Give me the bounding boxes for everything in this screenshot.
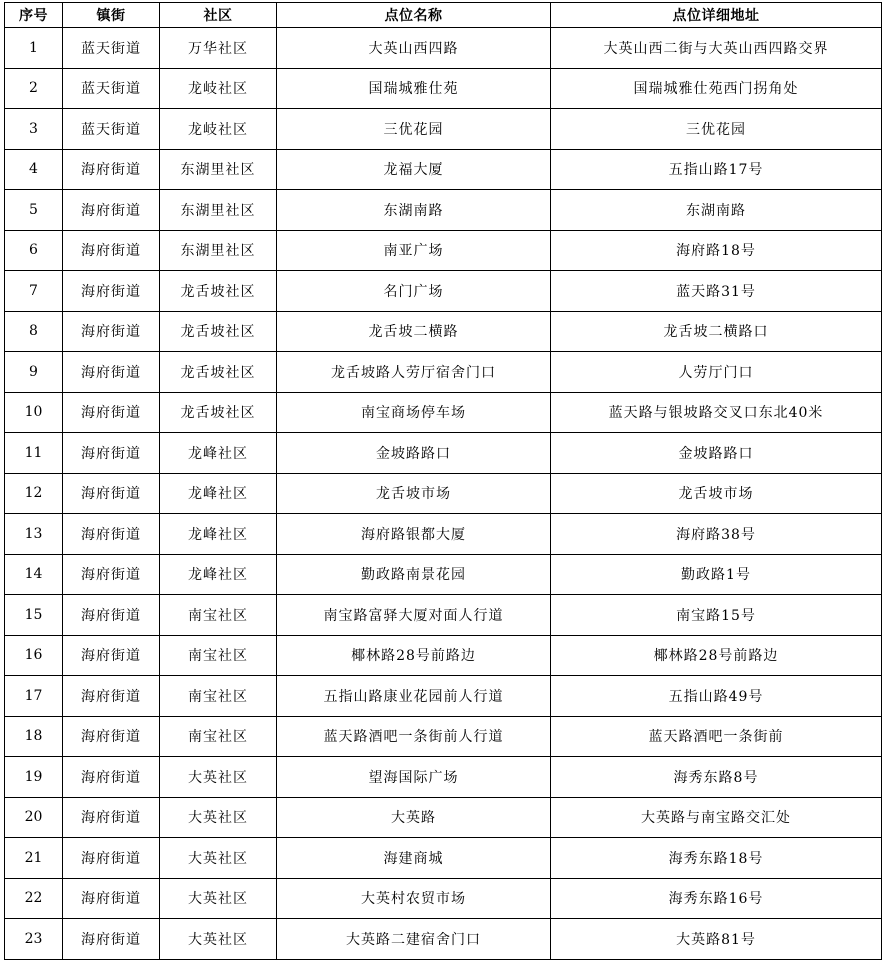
cell-location-name: 南宝商场停车场 (277, 392, 551, 433)
table-row (5, 68, 882, 109)
cell-index: 6 (5, 230, 63, 271)
cell-street: 海府街道 (63, 838, 160, 879)
cell-location-name: 南宝路富驿大厦对面人行道 (277, 595, 551, 636)
cell-location-name: 椰林路28号前路边 (277, 635, 551, 676)
cell-street: 海府街道 (63, 271, 160, 312)
cell-street: 海府街道 (63, 595, 160, 636)
table-row (5, 757, 882, 798)
cell-location-name: 勤政路南景花园 (277, 554, 551, 595)
cell-index: 16 (5, 635, 63, 676)
cell-location-address: 勤政路1号 (551, 554, 882, 595)
cell-location-address: 人劳厅门口 (551, 352, 882, 393)
cell-location-address: 东湖南路 (551, 190, 882, 231)
cell-index: 14 (5, 554, 63, 595)
header-street: 镇街 (63, 3, 160, 28)
cell-index: 18 (5, 716, 63, 757)
table-row (5, 433, 882, 474)
cell-index: 2 (5, 68, 63, 109)
cell-index: 5 (5, 190, 63, 231)
table-row (5, 797, 882, 838)
header-community: 社区 (160, 3, 277, 28)
table-row (5, 716, 882, 757)
cell-street: 海府街道 (63, 352, 160, 393)
cell-location-name: 龙舌坡市场 (277, 473, 551, 514)
cell-community: 南宝社区 (160, 716, 277, 757)
cell-location-name: 望海国际广场 (277, 757, 551, 798)
cell-street: 海府街道 (63, 392, 160, 433)
cell-street: 海府街道 (63, 716, 160, 757)
cell-location-name: 金坡路路口 (277, 433, 551, 474)
cell-location-address: 蓝天路酒吧一条街前 (551, 716, 882, 757)
cell-index: 23 (5, 919, 63, 960)
cell-location-address: 三优花园 (551, 109, 882, 150)
location-table (4, 2, 882, 960)
cell-street: 海府街道 (63, 878, 160, 919)
cell-street: 蓝天街道 (63, 68, 160, 109)
cell-index: 3 (5, 109, 63, 150)
cell-index: 22 (5, 878, 63, 919)
cell-location-name: 五指山路康业花园前人行道 (277, 676, 551, 717)
table-row (5, 28, 882, 69)
cell-index: 15 (5, 595, 63, 636)
cell-location-name: 海府路银都大厦 (277, 514, 551, 555)
cell-community: 大英社区 (160, 797, 277, 838)
cell-location-name: 蓝天路酒吧一条街前人行道 (277, 716, 551, 757)
cell-index: 9 (5, 352, 63, 393)
cell-location-address: 南宝路15号 (551, 595, 882, 636)
cell-street: 海府街道 (63, 919, 160, 960)
table-row (5, 392, 882, 433)
table-row (5, 676, 882, 717)
cell-street: 海府街道 (63, 757, 160, 798)
cell-street: 海府街道 (63, 311, 160, 352)
cell-location-address: 椰林路28号前路边 (551, 635, 882, 676)
header-location-address: 点位详细地址 (551, 3, 882, 28)
cell-community: 龙岐社区 (160, 68, 277, 109)
location-table-sheet (4, 2, 881, 960)
cell-community: 大英社区 (160, 878, 277, 919)
cell-street: 海府街道 (63, 230, 160, 271)
table-row (5, 595, 882, 636)
cell-community: 龙岐社区 (160, 109, 277, 150)
cell-location-address: 海秀东路16号 (551, 878, 882, 919)
cell-location-address: 海府路18号 (551, 230, 882, 271)
cell-community: 龙峰社区 (160, 433, 277, 474)
cell-location-address: 龙舌坡二横路口 (551, 311, 882, 352)
table-row (5, 878, 882, 919)
cell-location-name: 大英路二建宿舍门口 (277, 919, 551, 960)
table-row (5, 919, 882, 960)
header-location-name: 点位名称 (277, 3, 551, 28)
table-row (5, 554, 882, 595)
table-row (5, 149, 882, 190)
cell-location-address: 海秀东路8号 (551, 757, 882, 798)
cell-index: 8 (5, 311, 63, 352)
cell-location-name: 国瑞城雅仕苑 (277, 68, 551, 109)
table-row (5, 190, 882, 231)
table-body (5, 28, 882, 960)
cell-index: 13 (5, 514, 63, 555)
cell-community: 南宝社区 (160, 635, 277, 676)
cell-street: 海府街道 (63, 149, 160, 190)
cell-street: 海府街道 (63, 514, 160, 555)
cell-street: 海府街道 (63, 190, 160, 231)
cell-community: 东湖里社区 (160, 230, 277, 271)
cell-community: 龙舌坡社区 (160, 311, 277, 352)
cell-index: 21 (5, 838, 63, 879)
cell-street: 海府街道 (63, 433, 160, 474)
cell-community: 龙舌坡社区 (160, 392, 277, 433)
cell-location-name: 大英路 (277, 797, 551, 838)
cell-community: 大英社区 (160, 757, 277, 798)
cell-index: 19 (5, 757, 63, 798)
cell-community: 龙舌坡社区 (160, 352, 277, 393)
cell-street: 蓝天街道 (63, 109, 160, 150)
cell-location-address: 五指山路49号 (551, 676, 882, 717)
cell-index: 20 (5, 797, 63, 838)
table-row (5, 473, 882, 514)
cell-location-address: 龙舌坡市场 (551, 473, 882, 514)
cell-location-address: 国瑞城雅仕苑西门拐角处 (551, 68, 882, 109)
cell-index: 12 (5, 473, 63, 514)
table-row (5, 109, 882, 150)
cell-community: 龙舌坡社区 (160, 271, 277, 312)
cell-location-name: 海建商城 (277, 838, 551, 879)
cell-location-address: 海秀东路18号 (551, 838, 882, 879)
cell-location-address: 蓝天路31号 (551, 271, 882, 312)
table-row (5, 838, 882, 879)
cell-location-name: 龙舌坡路人劳厅宿舍门口 (277, 352, 551, 393)
cell-location-name: 龙福大厦 (277, 149, 551, 190)
cell-community: 龙峰社区 (160, 554, 277, 595)
cell-community: 南宝社区 (160, 595, 277, 636)
table-header-row (5, 3, 882, 28)
cell-community: 东湖里社区 (160, 149, 277, 190)
cell-community: 大英社区 (160, 838, 277, 879)
cell-location-address: 大英路与南宝路交汇处 (551, 797, 882, 838)
cell-community: 南宝社区 (160, 676, 277, 717)
cell-street: 海府街道 (63, 635, 160, 676)
cell-index: 17 (5, 676, 63, 717)
cell-location-name: 东湖南路 (277, 190, 551, 231)
cell-community: 龙峰社区 (160, 473, 277, 514)
cell-index: 1 (5, 28, 63, 69)
cell-location-address: 大英山西二街与大英山西四路交界 (551, 28, 882, 69)
table-row (5, 514, 882, 555)
cell-location-address: 蓝天路与银坡路交叉口东北40米 (551, 392, 882, 433)
cell-location-address: 海府路38号 (551, 514, 882, 555)
cell-location-name: 南亚广场 (277, 230, 551, 271)
table-row (5, 635, 882, 676)
cell-location-address: 金坡路路口 (551, 433, 882, 474)
table-row (5, 311, 882, 352)
cell-index: 10 (5, 392, 63, 433)
cell-location-name: 龙舌坡二横路 (277, 311, 551, 352)
cell-street: 蓝天街道 (63, 28, 160, 69)
cell-street: 海府街道 (63, 554, 160, 595)
cell-index: 4 (5, 149, 63, 190)
cell-location-address: 大英路81号 (551, 919, 882, 960)
table-row (5, 352, 882, 393)
cell-location-name: 名门广场 (277, 271, 551, 312)
table-row (5, 271, 882, 312)
cell-community: 大英社区 (160, 919, 277, 960)
cell-index: 7 (5, 271, 63, 312)
cell-community: 万华社区 (160, 28, 277, 69)
cell-location-address: 五指山路17号 (551, 149, 882, 190)
cell-location-name: 大英山西四路 (277, 28, 551, 69)
cell-index: 11 (5, 433, 63, 474)
cell-location-name: 三优花园 (277, 109, 551, 150)
cell-street: 海府街道 (63, 797, 160, 838)
cell-street: 海府街道 (63, 676, 160, 717)
cell-community: 龙峰社区 (160, 514, 277, 555)
table-row (5, 230, 882, 271)
cell-community: 东湖里社区 (160, 190, 277, 231)
cell-location-name: 大英村农贸市场 (277, 878, 551, 919)
cell-street: 海府街道 (63, 473, 160, 514)
header-index: 序号 (5, 3, 63, 28)
